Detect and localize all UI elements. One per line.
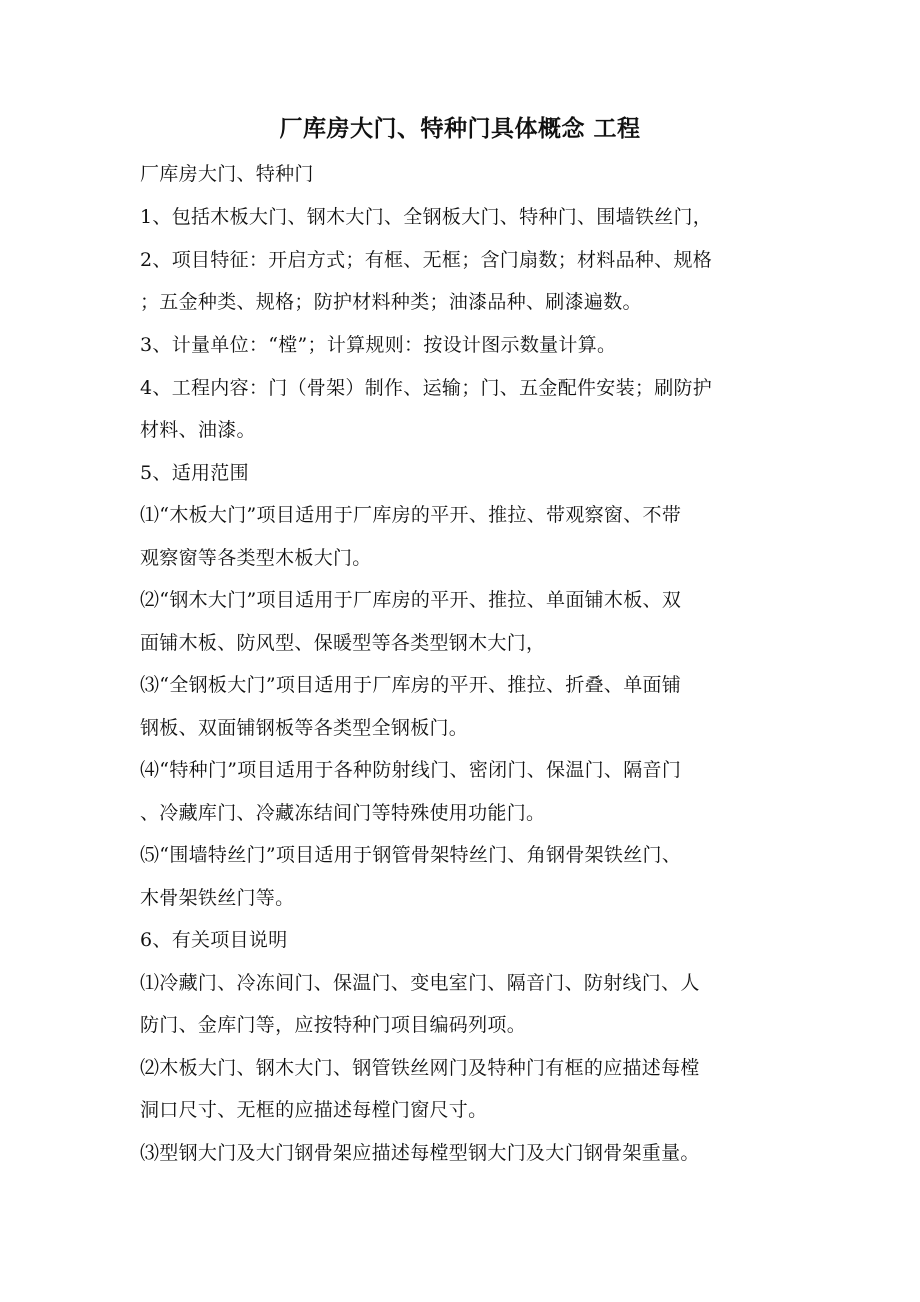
text-line-24: ⑶型钢大门及大门钢骨架应描述每樘型钢大门及大门钢骨架重量。 xyxy=(140,1142,700,1164)
text-line-14: 钢板、双面铺钢板等各类型全钢板门。 xyxy=(140,717,469,739)
text-line-18: 木骨架铁丝门等。 xyxy=(140,887,295,909)
text-line-23: 洞口尺寸、无框的应描述每樘门窗尺寸。 xyxy=(140,1099,488,1121)
text-line-20: ⑴冷藏门、冷冻间门、保温门、变电室门、隔音门、防射线门、人 xyxy=(140,972,700,994)
text-line-10: 观察窗等各类型木板大门。 xyxy=(140,547,372,569)
text-line-19: 6、有关项目说明 xyxy=(140,929,288,951)
text-line-2: 1、包括木板大门、钢木大门、全钢板大门、特种门、围墙铁丝门， xyxy=(140,206,713,228)
text-line-17: ⑸“围墙特丝门”项目适用于钢管骨架特丝门、角钢骨架铁丝门、 xyxy=(140,844,682,866)
text-line-8: 5、适用范围 xyxy=(140,462,249,484)
text-line-21: 防门、金库门等，应按特种门项目编码列项。 xyxy=(140,1014,527,1036)
text-line-1: 厂库房大门、特种门 xyxy=(140,163,314,185)
text-line-16: 、冷藏库门、冷藏冻结间门等特殊使用功能门。 xyxy=(140,802,546,824)
text-line-9: ⑴“木板大门”项目适用于厂库房的平开、推拉、带观察窗、不带 xyxy=(140,504,682,526)
text-line-3: 2、项目特征：开启方式；有框、无框；含门扇数；材料品种、规格 xyxy=(140,249,713,271)
document-title: 厂库房大门、特种门具体概念 工程 xyxy=(279,115,641,142)
text-line-22: ⑵木板大门、钢木大门、钢管铁丝网门及特种门有框的应描述每樘 xyxy=(140,1057,700,1079)
text-line-6: 4、工程内容：门（骨架）制作、运输；门、五金配件安装；刷防护 xyxy=(140,377,713,399)
text-line-12: 面铺木板、防风型、保暖型等各类型钢木大门， xyxy=(140,632,546,654)
text-line-13: ⑶“全钢板大门”项目适用于厂库房的平开、推拉、折叠、单面铺 xyxy=(140,674,682,696)
text-line-5: 3、计量单位：“樘”；计算规则：按设计图示数量计算。 xyxy=(140,334,617,356)
text-line-4: ；五金种类、规格；防护材料种类；油漆品种、刷漆遍数。 xyxy=(140,291,642,313)
text-line-15: ⑷“特种门”项目适用于各种防射线门、密闭门、保温门、隔音门 xyxy=(140,759,682,781)
text-line-11: ⑵“钢木大门”项目适用于厂库房的平开、推拉、单面铺木板、双 xyxy=(140,589,682,611)
text-line-7: 材料、油漆。 xyxy=(140,419,256,441)
